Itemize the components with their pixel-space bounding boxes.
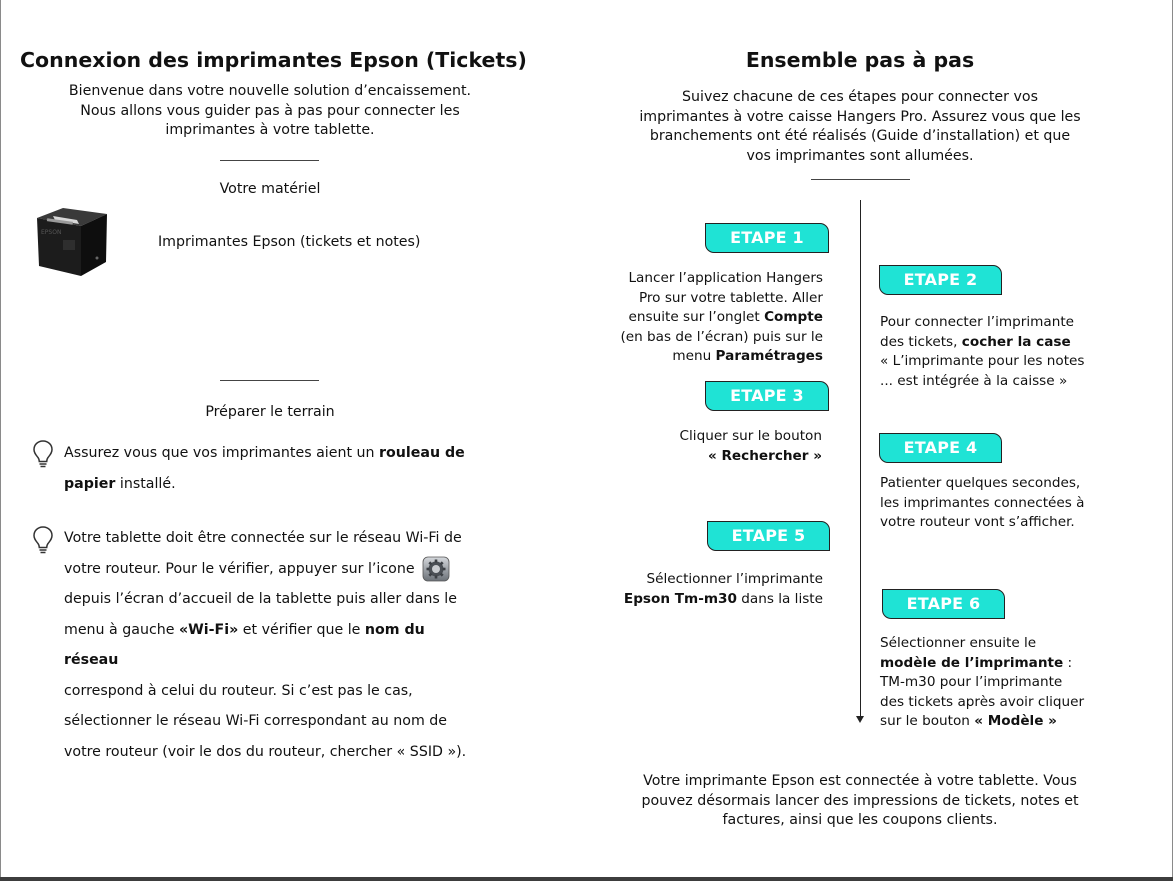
step-text: ensuite sur l’onglet [628, 309, 765, 325]
step-text: des tickets, [880, 333, 962, 350]
step-badge-4: ETAPE 4 [879, 433, 1002, 463]
step-4-text [880, 474, 1110, 533]
right-intro-line: Suivez chacune de ces étapes pour connecter vos [682, 89, 1038, 105]
tip-line [64, 554, 484, 585]
step-line: Sélectionner l’imprimante [646, 571, 823, 587]
printer-label: Imprimantes Epson (tickets et notes) [158, 234, 421, 250]
left-intro-line: Nous allons vous guider pas à pas pour connecter les [80, 102, 460, 119]
step-line: Sélectionner ensuite le [880, 635, 1037, 651]
step-line: ... est intégrée à la caisse » [880, 372, 1068, 389]
step-badge-6: ETAPE 6 [882, 589, 1005, 619]
step-line: Pro sur votre tablette. Aller [638, 289, 823, 306]
step-line: (en bas de l’écran) puis sur le [620, 328, 823, 345]
tip-line: Votre tablette doit être connectée sur le réseau Wi-Fi de [64, 530, 462, 546]
step-text: : [1063, 654, 1073, 671]
step-line [880, 333, 1110, 353]
tip-text: menu à gauche [64, 621, 179, 638]
settings-gear-icon [422, 556, 450, 582]
step-3-text [600, 427, 822, 466]
step-bold: cocher la case [961, 333, 1071, 350]
step-line [600, 308, 823, 328]
page-bottom-border [0, 877, 1173, 881]
tip-line: sélectionner le réseau Wi-Fi correspondant au nom de [64, 713, 448, 729]
tip-line: correspond à celui du routeur. Si c’est pas le cas, [64, 682, 413, 699]
step-badge-1: ETAPE 1 [705, 223, 829, 253]
step-text: sur le bouton [880, 713, 975, 729]
step-2-text [880, 313, 1110, 391]
tip-paper-roll [64, 438, 484, 499]
step-line: « Rechercher » [707, 447, 822, 464]
tip-bold: papier [64, 475, 116, 492]
left-title: Connexion des imprimantes Epson (Tickets) [20, 48, 527, 72]
tip-bold: rouleau de [379, 445, 465, 461]
right-intro-line: imprimantes à votre caisse Hangers Pro. Assurez vous que les [639, 108, 1081, 125]
right-intro-line: vos imprimantes sont allumées. [746, 147, 974, 164]
timeline-line [860, 200, 861, 718]
outro-line: Votre imprimante Epson est connectée à votre tablette. Vous [643, 773, 1077, 789]
step-line: votre routeur vont s’afficher. [880, 514, 1075, 530]
step-bold: Epson Tm-m30 [623, 590, 737, 607]
step-line [880, 654, 1110, 674]
right-intro [610, 88, 1110, 166]
step-line: les imprimantes connectées à [880, 494, 1085, 511]
tip-text: votre routeur. Pour le vérifier, appuyer sur l’icone [64, 560, 415, 577]
step-line: TM-m30 pour l’imprimante [880, 674, 1063, 690]
step-bold: modèle de l’imprimante [880, 654, 1064, 671]
timeline-arrow-icon [856, 716, 864, 723]
material-heading: Votre matériel [219, 181, 321, 197]
step-bold: « Modèle » [974, 713, 1057, 729]
step-5-text [600, 570, 823, 609]
left-intro-line: Bienvenue dans votre nouvelle solution d’encaissement. [68, 83, 472, 99]
lightbulb-icon [32, 525, 54, 555]
step-line: Patienter quelques secondes, [880, 475, 1081, 491]
step-line [600, 347, 823, 367]
step-badge-3: ETAPE 3 [705, 381, 829, 411]
tip-text: Assurez vous que vos imprimantes aient un [64, 445, 380, 461]
tip-line: depuis l’écran d’accueil de la tablette puis aller dans le [64, 591, 457, 607]
step-text: menu [672, 348, 716, 364]
tip-text: et vérifier que le [238, 621, 365, 638]
right-title: Ensemble pas à pas [745, 48, 975, 72]
step-bold: Compte [764, 309, 823, 325]
divider [811, 179, 910, 180]
step-line: Pour connecter l’imprimante [880, 314, 1075, 330]
tip-wifi [64, 523, 484, 767]
outro-line: factures, ainsi que les coupons clients. [722, 812, 998, 828]
left-intro [20, 82, 520, 141]
step-badge-2: ETAPE 2 [879, 265, 1002, 295]
step-line: Lancer l’application Hangers [628, 270, 823, 286]
outro-line: pouvez désormais lancer des impressions de tickets, notes et [641, 792, 1079, 809]
prepare-heading: Préparer le terrain [205, 404, 335, 420]
right-intro-line: branchements ont été réalisés (Guide d’installation) et que [649, 128, 1071, 144]
step-text: dans la liste [736, 590, 823, 607]
step-line: des tickets après avoir cliquer [880, 693, 1085, 710]
tip-bold: nom du réseau [64, 621, 425, 668]
step-bold: Paramétrages [715, 348, 823, 364]
step-line: Cliquer sur le bouton [679, 428, 822, 444]
lightbulb-icon [32, 439, 54, 469]
step-line: « L’imprimante pour les notes [880, 353, 1085, 369]
step-line [880, 712, 1110, 732]
step-badge-5: ETAPE 5 [707, 521, 830, 551]
tip-line: votre routeur (voir le dos du routeur, chercher « SSID »). [64, 743, 467, 760]
tip-line [64, 615, 484, 676]
step-1-text [600, 269, 823, 367]
printer-image [33, 204, 109, 278]
tip-bold: «Wi-Fi» [178, 621, 239, 638]
step-line [600, 590, 823, 610]
divider [220, 160, 319, 161]
divider [220, 380, 319, 381]
step-6-text [880, 634, 1110, 732]
tip-text: installé. [115, 475, 176, 492]
outro-text [600, 772, 1120, 831]
left-intro-line: imprimantes à votre tablette. [165, 122, 375, 138]
printer-brand-text: EPSON [41, 229, 62, 236]
